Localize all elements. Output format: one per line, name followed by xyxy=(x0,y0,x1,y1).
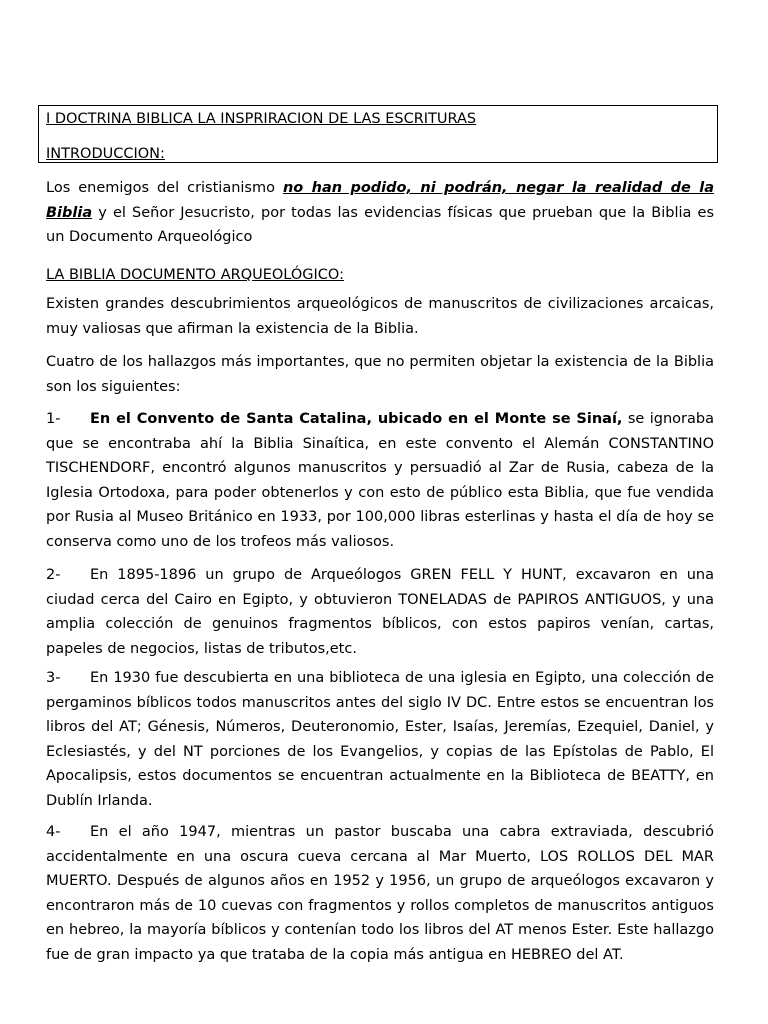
section-paragraph-1: Existen grandes descubrimientos arqueológicos de manuscritos de civilizaciones arcaicas, muy valiosas que afirman la existencia de la Biblia. xyxy=(46,296,714,337)
intro-heading: INTRODUCCION: xyxy=(46,146,165,162)
list-item-number: 2- xyxy=(46,567,61,583)
section-paragraph-2: Cuatro de los hallazgos más importantes, que no permiten objetar la existencia de la Biblia son los siguientes: xyxy=(46,354,714,395)
list-item-1 xyxy=(46,407,714,554)
list-item-number: 1- xyxy=(46,411,61,427)
intro-text-before: Los enemigos del cristianismo xyxy=(46,180,283,196)
list-item-3 xyxy=(46,666,714,813)
document-title: I DOCTRINA BIBLICA LA INSPRIRACION DE LAS ESCRITURAS xyxy=(46,111,477,127)
list-item-text: se ignoraba que se encontraba ahí la Biblia Sinaítica, en este convento el Alemán CONSTANTINO TISCHENDORF, encontró algunos manuscritos y persuadió al Zar de Rusia, cabeza de la Iglesia Ortodoxa, para poder obtenerlos y con esto de público esta Biblia, que fue vendida por Rusia al Museo Británico en 1933, por 100,000 libras esterlinas y hasta el día de hoy se conserva como uno de los trofeos más valiosos. xyxy=(46,411,714,550)
intro-text-after: y el Señor Jesucristo, por todas las evidencias físicas que prueban que la Biblia es un Documento Arqueológico xyxy=(46,204,714,245)
list-item-text: En 1895-1896 un grupo de Arqueólogos GREN FELL Y HUNT, excavaron en una ciudad cerca del Cairo en Egipto, y obtuvieron TONELADAS de PAPIROS ANTIGUOS, y una amplia colección de genuinos fragmentos bíblicos, con estos papiros venían, cartas, papeles de negocios, listas de tributos,etc. xyxy=(46,567,714,657)
list-item-text: En el año 1947, mientras un pastor buscaba una cabra extraviada, descubrió accidentalmente en una oscura cueva cercana al Mar Muerto, LOS ROLLOS DEL MAR MUERTO. Después de algunos años en 1952 y 1956, un grupo de arqueólogos excavaron y encontraron más de 10 cuevas con fragmentos y rollos completos de manuscritos antiguos en hebreo, la mayoría bíblicos y contenían todo los libros del AT menos Ester. Este hallazgo fue de gran impacto ya que trataba de la copia más antigua en HEBREO del AT. xyxy=(46,824,714,963)
list-item-2 xyxy=(46,563,714,661)
list-item-4 xyxy=(46,820,714,967)
list-item-number: 3- xyxy=(46,670,61,686)
intro-emphasis: no han podido, ni podrán, negar la realidad de la Biblia xyxy=(46,180,714,221)
list-item-bold: En el Convento de Santa Catalina, ubicado en el Monte se Sinaí, xyxy=(90,411,623,427)
section-heading: LA BIBLIA DOCUMENTO ARQUEOLÓGICO: xyxy=(46,267,344,283)
intro-paragraph xyxy=(46,176,714,250)
list-item-number: 4- xyxy=(46,824,61,840)
list-item-text: En 1930 fue descubierta en una biblioteca de una iglesia en Egipto, una colección de pergaminos bíblicos todos manuscritos antes del siglo IV DC. Entre estos se encuentran los libros del AT; Génesis, Números, Deuteronomio, Ester, Isaías, Jeremías, Ezequiel, Daniel, y Eclesiastés, y del NT porciones de los Evangelios, y copias de las Epístolas de Pablo, El Apocalipsis, estos documentos se encuentran actualmente en la Biblioteca de BEATTY, en Dublín Irlanda. xyxy=(46,670,714,809)
